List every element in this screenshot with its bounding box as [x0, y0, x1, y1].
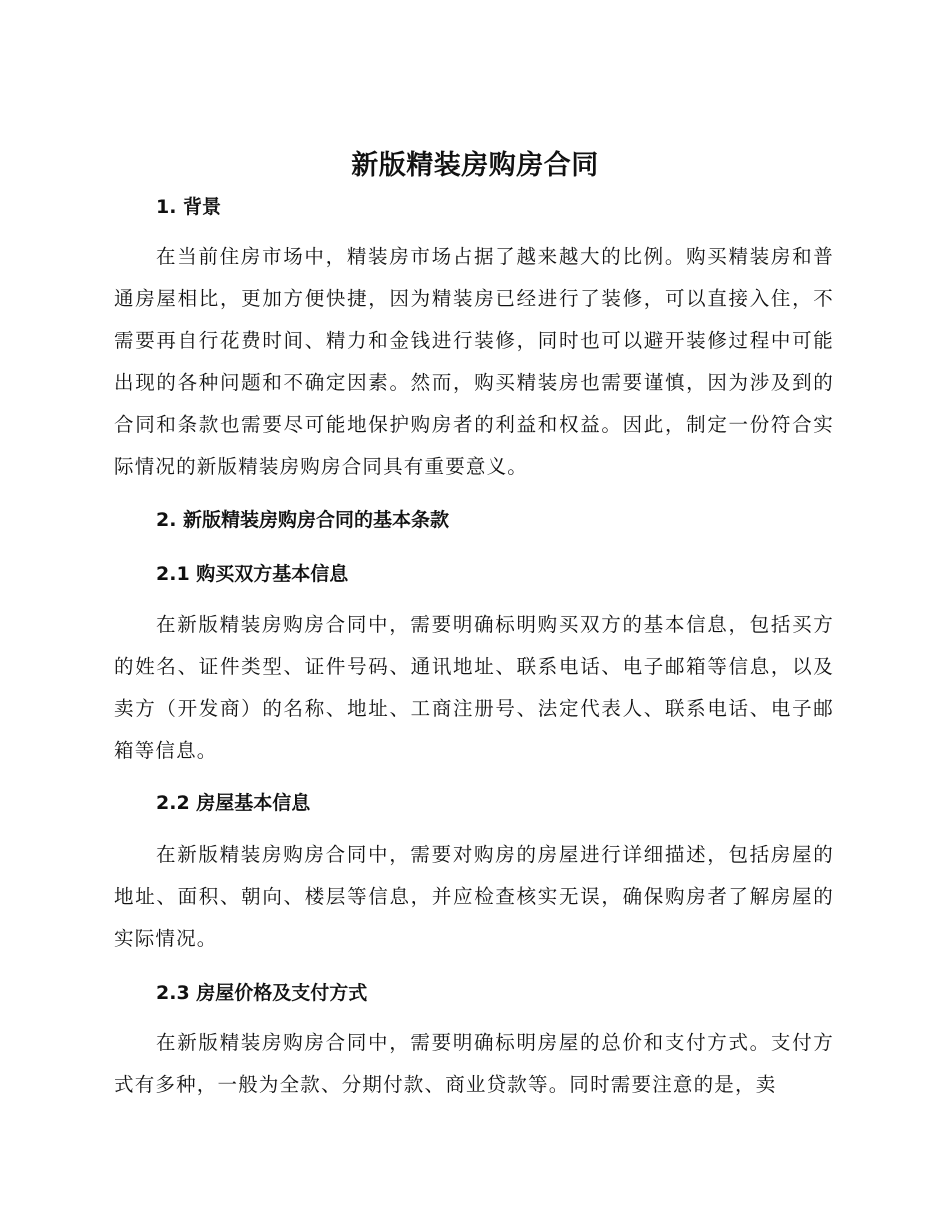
section-heading-house-info: 2.2 房屋基本信息 [156, 792, 311, 814]
document-title: 新版精装房购房合同 [351, 150, 599, 181]
section-heading-parties-info: 2.1 购买双方基本信息 [156, 563, 349, 585]
section-heading-basic-terms: 2. 新版精装房购房合同的基本条款 [156, 509, 450, 531]
section-paragraph-house-info: 在新版精装房购房合同中，需要对购房的房屋进行详细描述，包括房屋的地址、面积、朝向、楼层等信息，并应检查核实无误，确保购房者了解房屋的实际情况。 [114, 843, 834, 950]
section-paragraph-price-payment: 在新版精装房购房合同中，需要明确标明房屋的总价和支付方式。支付方式有多种，一般为全款、分期付款、商业贷款等。同时需要注意的是，卖 [114, 1031, 834, 1096]
section-heading-background: 1. 背景 [156, 196, 222, 218]
section-paragraph-background: 在当前住房市场中，精装房市场占据了越来越大的比例。购买精装房和普通房屋相比，更加方便快捷，因为精装房已经进行了装修，可以直接入住，不需要再自行花费时间、精力和金钱进行装修，同时也可以避开装修过程中可能出现的各种问题和不确定因素。然而，购买精装房也需要谨慎，因为涉及到的合同和条款也需要尽可能地保护购房者的利益和权益。因此，制定一份符合实际情况的新版精装房购房合同具有重要意义。 [114, 245, 834, 478]
section-paragraph-parties-info: 在新版精装房购房合同中，需要明确标明购买双方的基本信息，包括买方的姓名、证件类型、证件号码、通讯地址、联系电话、电子邮箱等信息，以及卖方（开发商）的名称、地址、工商注册号、法定代表人、联系电话、电子邮箱等信息。 [114, 613, 834, 762]
section-heading-price-payment: 2.3 房屋价格及支付方式 [156, 982, 368, 1004]
